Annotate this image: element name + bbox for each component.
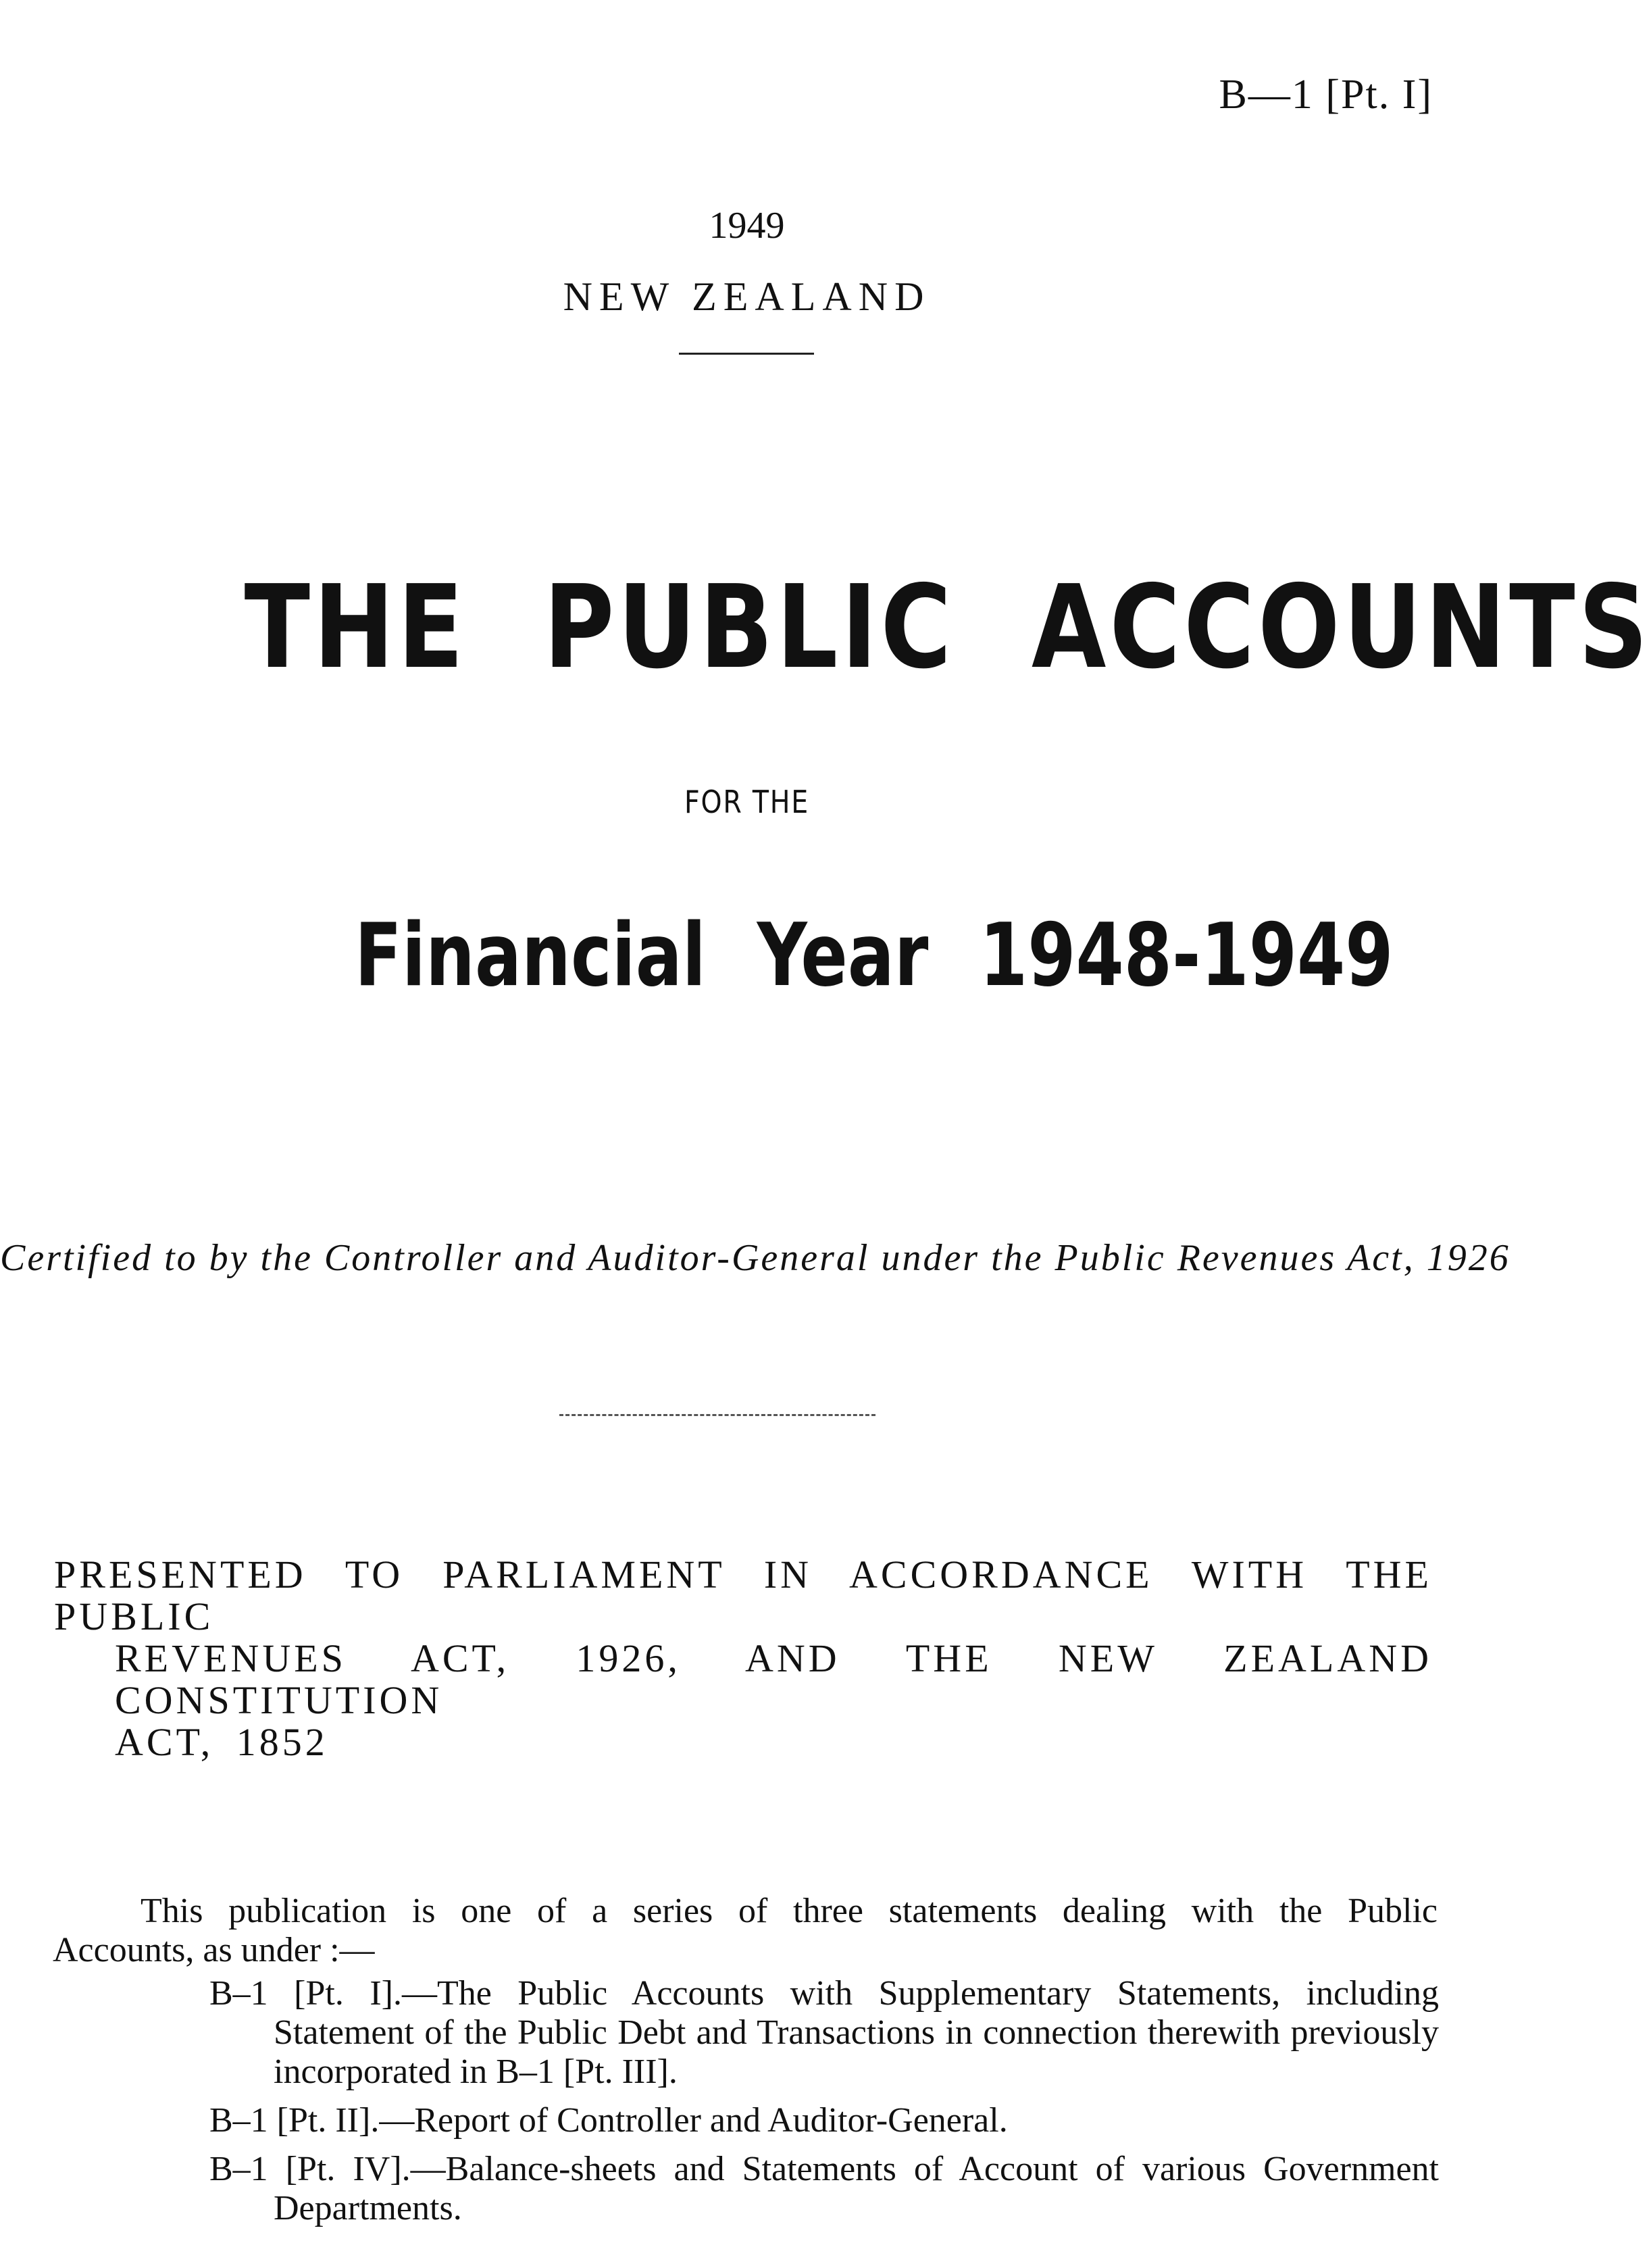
presentation-line: PRESENTED TO PARLIAMENT IN ACCORDANCE WITH THE PUBLIC bbox=[54, 1553, 1432, 1638]
list-item: B–1 [Pt. II].—Report of Controller and Auditor-General. bbox=[209, 2101, 1008, 2140]
list-item: B–1 [Pt. I].—The Public Accounts with Supplementary Statements, including Statement of the Public Debt and Transactions in connection therewith previously incorporated in B–1 [Pt. III]. bbox=[209, 1974, 1439, 2091]
presentation-line: REVENUES ACT, 1926, AND THE NEW ZEALAND CONSTITUTION bbox=[115, 1636, 1432, 1722]
title-divider bbox=[679, 353, 814, 355]
publication-year: 1949 bbox=[709, 205, 785, 247]
document-reference: B—1 [Pt. I] bbox=[1219, 72, 1433, 118]
series-list bbox=[209, 1974, 1439, 2238]
introduction-paragraph bbox=[53, 1892, 1438, 1970]
introduction-line: This publication is one of a series of three statements dealing with the Public bbox=[141, 1892, 1438, 1930]
introduction-line: Accounts, as under :— bbox=[53, 1931, 375, 1969]
country-name: NEW ZEALAND bbox=[563, 274, 931, 319]
presentation-statement bbox=[54, 1554, 1432, 1763]
section-divider bbox=[559, 1414, 875, 1416]
presentation-line: ACT, 1852 bbox=[115, 1720, 328, 1764]
main-title: THE PUBLIC ACCOUNTS bbox=[244, 561, 1651, 695]
for-the-label: FOR THE bbox=[684, 784, 809, 820]
certification-line: Certified to by the Controller and Auditor-General under the Public Revenues Act, 1926 bbox=[0, 1237, 1510, 1279]
financial-year-title: Financial Year 1948-1949 bbox=[355, 905, 1394, 1006]
list-item: B–1 [Pt. IV].—Balance-sheets and Statements of Account of various Government Departments. bbox=[209, 2150, 1439, 2227]
